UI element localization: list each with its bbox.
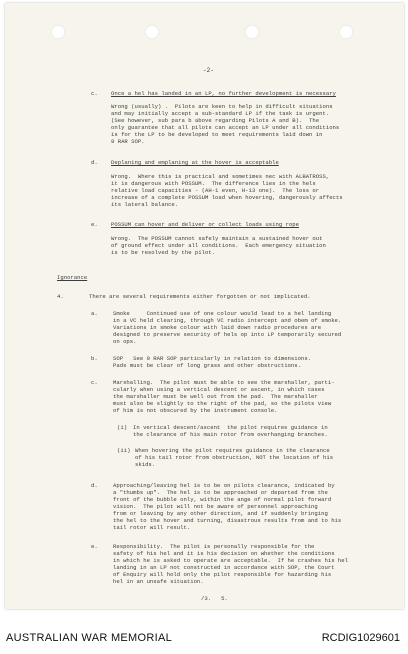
paragraph-number: 4.	[57, 293, 64, 300]
subitem-line: tail rotor will result.	[113, 524, 191, 531]
subitem-label: b.	[91, 355, 98, 362]
item-label: e.	[91, 221, 98, 228]
item-line: is for the LP to be developed to meet requirements laid down in	[111, 131, 323, 138]
item-line: 9 RAR SOP.	[111, 138, 145, 145]
item-line: increase of a complete POSSUM load when hovering, dangerously affects	[111, 194, 343, 201]
subitem-line: cularly when using a vertical descent or ascent, in which cases	[113, 386, 325, 393]
punch-hole	[339, 25, 353, 39]
punch-hole	[245, 25, 259, 39]
subitem-line: a "thumbs up". The hel is to be approached or departed from the	[113, 489, 328, 496]
subitem-line: Approaching/leaving hel is to be on pilots clearance, indicated by	[113, 482, 335, 489]
section-heading: Ignorance	[57, 274, 88, 281]
item-line: Wrong. Where this is practical and sometimes nec with ALBATROSS,	[111, 173, 330, 180]
document-page	[5, 3, 404, 609]
archive-name: AUSTRALIAN WAR MEMORIAL	[6, 632, 173, 644]
item-heading: Deplaning and emplaning at the hover is acceptable	[111, 159, 279, 166]
page-number: -2-	[203, 67, 214, 74]
subitem-line: of Enquiry will hold only the pilot responsible for hazarding his	[113, 571, 332, 578]
subitem-line: skids.	[135, 461, 156, 468]
punch-hole	[145, 25, 159, 39]
item-line: Wrong (usually) . Pilots are keen to help in difficult situations	[111, 103, 333, 110]
subitem-label: a.	[91, 310, 98, 317]
subitem-line: on ops.	[113, 338, 137, 345]
subitem-label: (i)	[117, 424, 128, 431]
continuation-mark: /3. 5.	[201, 595, 228, 602]
subitem-line: safety of his hel and it is his decision on whether the conditions	[113, 550, 335, 557]
item-line: and may initially accept a sub-standard LP if the task is urgent.	[111, 110, 330, 117]
item-line: only guarantee that all pilots can accept an LP under all conditions	[111, 124, 340, 131]
item-line: it is dangerous with POSSUM. The difference lies in the hels	[111, 180, 316, 187]
item-heading: Once a hel has landed in an LP, no further development is necessary	[111, 90, 336, 97]
subitem-line: Pads must be clear of long grass and other obstructions.	[113, 362, 301, 369]
subitem-line: from or leaving by any other direction, and if suddenly bringing	[113, 510, 328, 517]
subitem-line: must also be slightly to the right of the pad, so the pilots view	[113, 400, 332, 407]
subitem-line: hel in an unsafe situation.	[113, 578, 204, 585]
subitem-line: Variations in smoke colour with laid down radio procedures are	[113, 324, 322, 331]
subitem-line: Marshalling. The pilot must be able to see the marshaller, parti-	[113, 379, 335, 386]
subitem-label: c.	[91, 379, 98, 386]
subitem-line: SOP See 9 RAR SOP particularly in relation to dimensions.	[113, 355, 312, 362]
subitem-line: Smoke Continued use of one colour would lead to a hel landing	[113, 310, 332, 317]
record-id: RCDIG1029601	[321, 632, 400, 644]
subitem-line: designed to preserve security of hels op into LP temporarily secured	[113, 331, 342, 338]
item-line: (See however, sub para b above regarding Pilots A and B). The	[111, 117, 320, 124]
subitem-line: the marshaller must be well out from the pad. The marshaller	[113, 393, 318, 400]
subitem-line: Responsibility. The pilot is personally responsible for the	[113, 543, 315, 550]
paragraph-text: There are several requirements either forgotten or not implicated.	[89, 293, 311, 300]
item-line: is to be resolved by the pilot.	[111, 249, 216, 256]
subitem-line: the clearance of his main rotor from overhanging branches.	[133, 431, 328, 438]
subitem-line: in which he is asked to operate are acceptable. If he crashes his hel	[113, 557, 348, 564]
subitem-line: front of the bubble only, within the ange of normal pilot forward	[113, 496, 332, 503]
item-line: relative load capacities - (AH-1 even, H-13 one). The loss or	[111, 187, 320, 194]
subitem-line: vision. The pilot will not be aware of personnel approaching	[113, 503, 318, 510]
item-line: Wrong. The POSSUM cannot safely maintain a sustained hover out	[111, 235, 323, 242]
subitem-line: the hel to the hover and turning, disastrous results from and to his	[113, 517, 342, 524]
item-heading: POSSUM can hover and deliver or collect loads using rope	[111, 221, 299, 228]
punch-hole	[51, 25, 65, 39]
subitem-line: in a VC held clearing, through VC radio intercept and obem of smoke.	[113, 317, 342, 324]
subitem-line: landing in an LP not constructed in accordance with SOP, the Court	[113, 564, 335, 571]
item-line: its lateral balance.	[111, 201, 179, 208]
item-line: of ground effect under all conditions. Each emergency situation	[111, 242, 326, 249]
subitem-line: of him is not obscured by the instrument console.	[113, 407, 278, 414]
subitem-label: e.	[91, 543, 98, 550]
subitem-line: When hovering the pilot requires guidance in the clearance	[135, 447, 330, 454]
item-label: d.	[91, 159, 98, 166]
item-label: c.	[91, 90, 98, 97]
subitem-line: In vertical descent/ascent the pilot requires guidance in	[133, 424, 328, 431]
subitem-label: d.	[91, 482, 98, 489]
archive-footer	[0, 614, 408, 654]
subitem-line: of his tail rotor from obstruction, NOT the location of his	[135, 454, 334, 461]
subitem-label: (ii)	[117, 447, 131, 454]
